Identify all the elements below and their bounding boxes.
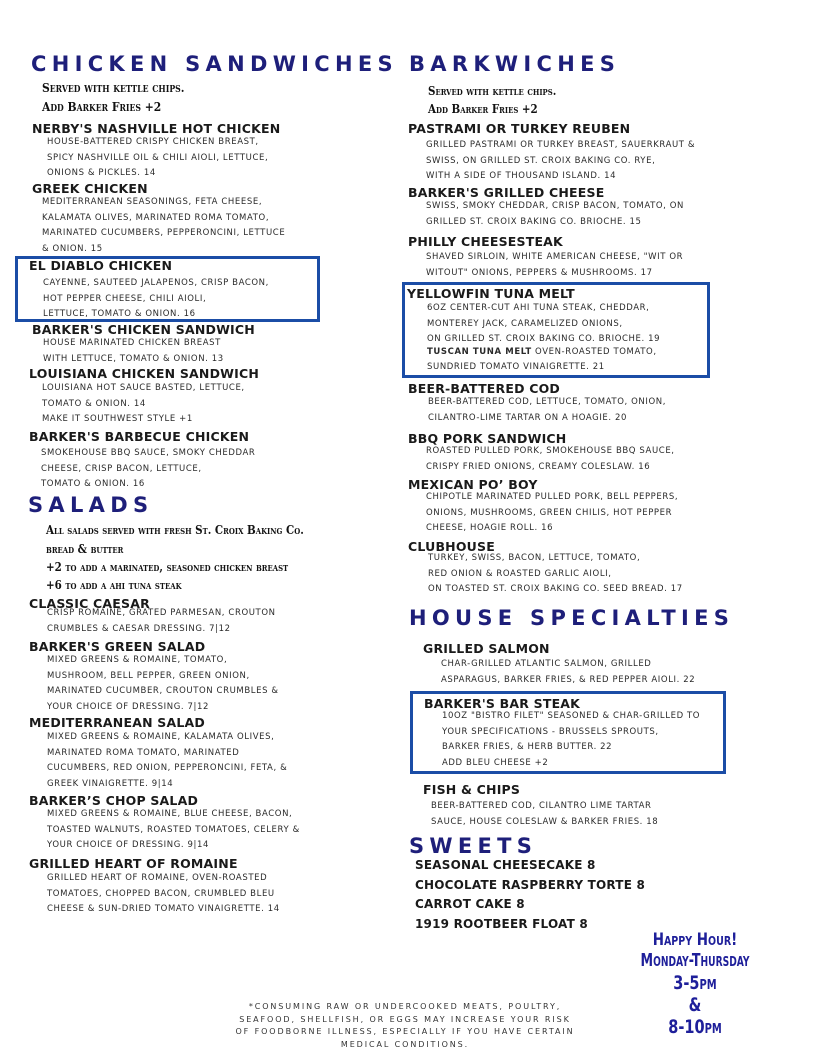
happy-hour-time-1: 3-5pm (673, 972, 717, 994)
chicken-note-chips: Served with kettle chips. (42, 80, 185, 95)
menu-item-description: MIXED GREENS & ROMAINE, BLUE CHEESE, BACON, TOASTED WALNUTS, ROASTED TOMATOES, CELERY & YOUR CHOICE OF DRESSING. 9|14 (47, 809, 300, 850)
menu-item-name: BBQ PORK SANDWICH (408, 431, 567, 446)
menu-item-description: GRILLED PASTRAMI OR TURKEY BREAST, SAUERKRAUT & SWISS, ON GRILLED ST. CROIX BAKING CO. RYE, WITH A SIDE OF THOUSAND ISLAND. 14 (426, 140, 696, 181)
highlight-box-bar-steak (410, 691, 726, 774)
menu-item-description: ROASTED PULLED PORK, SMOKEHOUSE BBQ SAUCE, CRISPY FRIED ONIONS, CREAMY COLESLAW. 16 (426, 446, 675, 472)
menu-item-name: CLUBHOUSE (408, 539, 495, 554)
menu-item-name: GREEK CHICKEN (32, 181, 148, 196)
menu-item-name: NERBY'S NASHVILLE HOT CHICKEN (32, 121, 281, 136)
barkwiches-note-fries: Add Barker Fries +2 (428, 102, 538, 116)
menu-item-name: MEXICAN PO’ BOY (408, 477, 538, 492)
happy-hour-time-2: 8-10pm (668, 1016, 722, 1038)
salads-note-tuna: +6 to add a ahi tuna steak (46, 578, 182, 592)
menu-item-description: 10OZ "BISTRO FILET" SEASONED & CHAR-GRILLED TO YOUR SPECIFICATIONS - BRUSSELS SPROUTS, BARKER FRIES, & HERB BUTTER. 22 ADD BLEU CHEESE +2 (442, 711, 701, 768)
food-safety-disclaimer: *CONSUMING RAW OR UNDERCOOKED MEATS, POULTRY, SEAFOOD, SHELLFISH, OR EGGS MAY INCREASE YOUR RISK OF FOODBORNE ILLNESS, ESPECIALLY IF YOU HAVE CERTAIN MEDICAL CONDITIONS. (235, 1002, 575, 1049)
highlight-box-tuna-melt (402, 282, 710, 378)
menu-item-description: HOUSE-BATTERED CRISPY CHICKEN BREAST, SPICY NASHVILLE OIL & CHILI AIOLI, LETTUCE, ONIONS & PICKLES. 14 (47, 137, 269, 178)
menu-item-name: GRILLED SALMON (423, 641, 550, 656)
happy-hour-days: Monday-Thursday (640, 950, 750, 971)
menu-item-description: GRILLED HEART OF ROMAINE, OVEN-ROASTED TOMATOES, CHOPPED BACON, CRUMBLED BLEU CHEESE & SUN-DRIED TOMATO VINAIGRETTE. 14 (47, 873, 280, 914)
house-specialties-heading: HOUSE SPECIALTIES (409, 606, 735, 630)
menu-item-description: CHAR-GRILLED ATLANTIC SALMON, GRILLED ASPARAGUS, BARKER FRIES, & RED PEPPER AIOLI. 22 (441, 659, 696, 685)
highlight-box-el-diablo (15, 256, 320, 322)
happy-hour-title: Happy Hour! (652, 930, 738, 950)
menu-item-description: LOUISIANA HOT SAUCE BASTED, LETTUCE, TOMATO & ONION. 14 MAKE IT SOUTHWEST STYLE +1 (42, 383, 245, 424)
sweets-list (415, 856, 645, 934)
menu-item-name: PASTRAMI OR TURKEY REUBEN (408, 121, 631, 136)
menu-item-description-tuscan-2: SUNDRIED TOMATO VINAIGRETTE. 21 (427, 362, 605, 372)
menu-item-name: MEDITERRANEAN SALAD (29, 715, 205, 730)
chicken-note-fries: Add Barker Fries +2 (42, 99, 162, 114)
chicken-sandwiches-heading: CHICKEN SANDWICHES (31, 52, 398, 76)
menu-item-subname-tuscan-tuna-melt: TUSCAN TUNA MELT (427, 347, 532, 357)
menu-item-description: 6OZ CENTER-CUT AHI TUNA STEAK, CHEDDAR, MONTEREY JACK, CARAMELIZED ONIONS, ON GRILLED ST. CROIX BAKING CO. BRIOCHE. 19 (427, 303, 661, 344)
menu-item-subdesc-1: OVEN-ROASTED TOMATO, (531, 347, 657, 357)
menu-item-description: SWISS, SMOKY CHEDDAR, CRISP BACON, TOMATO, ON GRILLED ST. CROIX BAKING CO. BRIOCHE. 15 (426, 201, 685, 227)
menu-item-name: BARKER'S GRILLED CHEESE (408, 185, 605, 200)
sweets-item-rootbeer-float: 1919 ROOTBEER FLOAT 8 (415, 916, 588, 931)
menu-item-description: CHIPOTLE MARINATED PULLED PORK, BELL PEPPERS, ONIONS, MUSHROOMS, GREEN CHILIS, HOT PEPPER CHEESE, HOAGIE ROLL. 16 (426, 492, 679, 533)
salads-note-bread: All salads served with fresh St. Croix Baking Co. (46, 523, 304, 537)
menu-item-name: CLASSIC CAESAR (29, 596, 150, 611)
menu-item-description: HOUSE MARINATED CHICKEN BREAST WITH LETTUCE, TOMATO & ONION. 13 (43, 338, 224, 364)
happy-hour-ampersand: & (688, 994, 702, 1016)
menu-item-name: FISH & CHIPS (423, 782, 521, 797)
menu-item-name: BEER-BATTERED COD (408, 381, 560, 396)
menu-item-name: LOUISIANA CHICKEN SANDWICH (29, 366, 260, 381)
menu-item-description: SMOKEHOUSE BBQ SAUCE, SMOKY CHEDDAR CHEESE, CRISP BACON, LETTUCE, TOMATO & ONION. 16 (41, 448, 256, 489)
menu-item-name: BARKER'S GREEN SALAD (29, 639, 206, 654)
menu-item-name: YELLOWFIN TUNA MELT (407, 286, 575, 301)
menu-item-description: TURKEY, SWISS, BACON, LETTUCE, TOMATO, RED ONION & ROASTED GARLIC AIOLI, ON TOASTED ST. CROIX BAKING CO. SEED BREAD. 17 (428, 553, 683, 594)
menu-item-description: CRISP ROMAINE, GRATED PARMESAN, CROUTON CRUMBLES & CAESAR DRESSING. 7|12 (47, 608, 276, 634)
menu-item-description: MIXED GREENS & ROMAINE, KALAMATA OLIVES, MARINATED ROMA TOMATO, MARINATED CUCUMBERS, RED ONION, PEPPERONCINI, FETA, & GREEK VINAIGRETTE. 9|14 (47, 732, 288, 789)
menu-item-description: BEER-BATTERED COD, LETTUCE, TOMATO, ONION, CILANTRO-LIME TARTAR ON A HOAGIE. 20 (428, 397, 667, 423)
barkwiches-note-chips: Served with kettle chips. (428, 84, 557, 98)
menu-item-name: BARKER’S CHOP SALAD (29, 793, 199, 808)
menu-item-description: MEDITERRANEAN SEASONINGS, FETA CHEESE, KALAMATA OLIVES, MARINATED ROMA TOMATO, MARINATED CUCUMBERS, PEPPERONCINI, LETTUCE & ONION. 15 (42, 197, 286, 254)
sweets-item-cheesecake: SEASONAL CHEESECAKE 8 (415, 858, 596, 872)
menu-item-description: SHAVED SIRLOIN, WHITE AMERICAN CHEESE, "WIT OR WITOUT" ONIONS, PEPPERS & MUSHROOMS. 17 (426, 252, 684, 278)
menu-item-description: CAYENNE, SAUTEED JALAPENOS, CRISP BACON, HOT PEPPER CHEESE, CHILI AIOLI, LETTUCE, TOMATO & ONION. 16 (43, 278, 269, 319)
menu-item-name: GRILLED HEART OF ROMAINE (29, 856, 238, 871)
menu-item-description: BEER-BATTERED COD, CILANTRO LIME TARTAR SAUCE, HOUSE COLESLAW & BARKER FRIES. 18 (431, 801, 659, 827)
menu-item-name: BARKER'S BAR STEAK (424, 696, 581, 711)
sweets-heading: SWEETS (409, 834, 538, 858)
menu-item-name: PHILLY CHEESESTEAK (408, 234, 563, 249)
sweets-item-raspberry-torte: CHOCOLATE RASPBERRY TORTE 8 (415, 877, 646, 892)
barkwiches-heading: BARKWICHES (409, 52, 621, 76)
menu-item-name: BARKER'S BARBECUE CHICKEN (29, 429, 250, 444)
salads-note-chicken: +2 to add a marinated, seasoned chicken breast (46, 560, 289, 574)
menu-item-description: MIXED GREENS & ROMAINE, TOMATO, MUSHROOM, BELL PEPPER, GREEN ONION, MARINATED CUCUMBER, CROUTON CRUMBLES & YOUR CHOICE OF DRESSING. 7|12 (47, 655, 279, 712)
salads-heading: SALADS (28, 493, 154, 517)
menu-item-name: BARKER'S CHICKEN SANDWICH (32, 322, 255, 337)
menu-item-name: EL DIABLO CHICKEN (29, 258, 173, 273)
sweets-item-carrot-cake: CARROT CAKE 8 (415, 897, 525, 911)
salads-note-butter: bread & butter (46, 542, 124, 556)
happy-hour-block (600, 930, 790, 1038)
